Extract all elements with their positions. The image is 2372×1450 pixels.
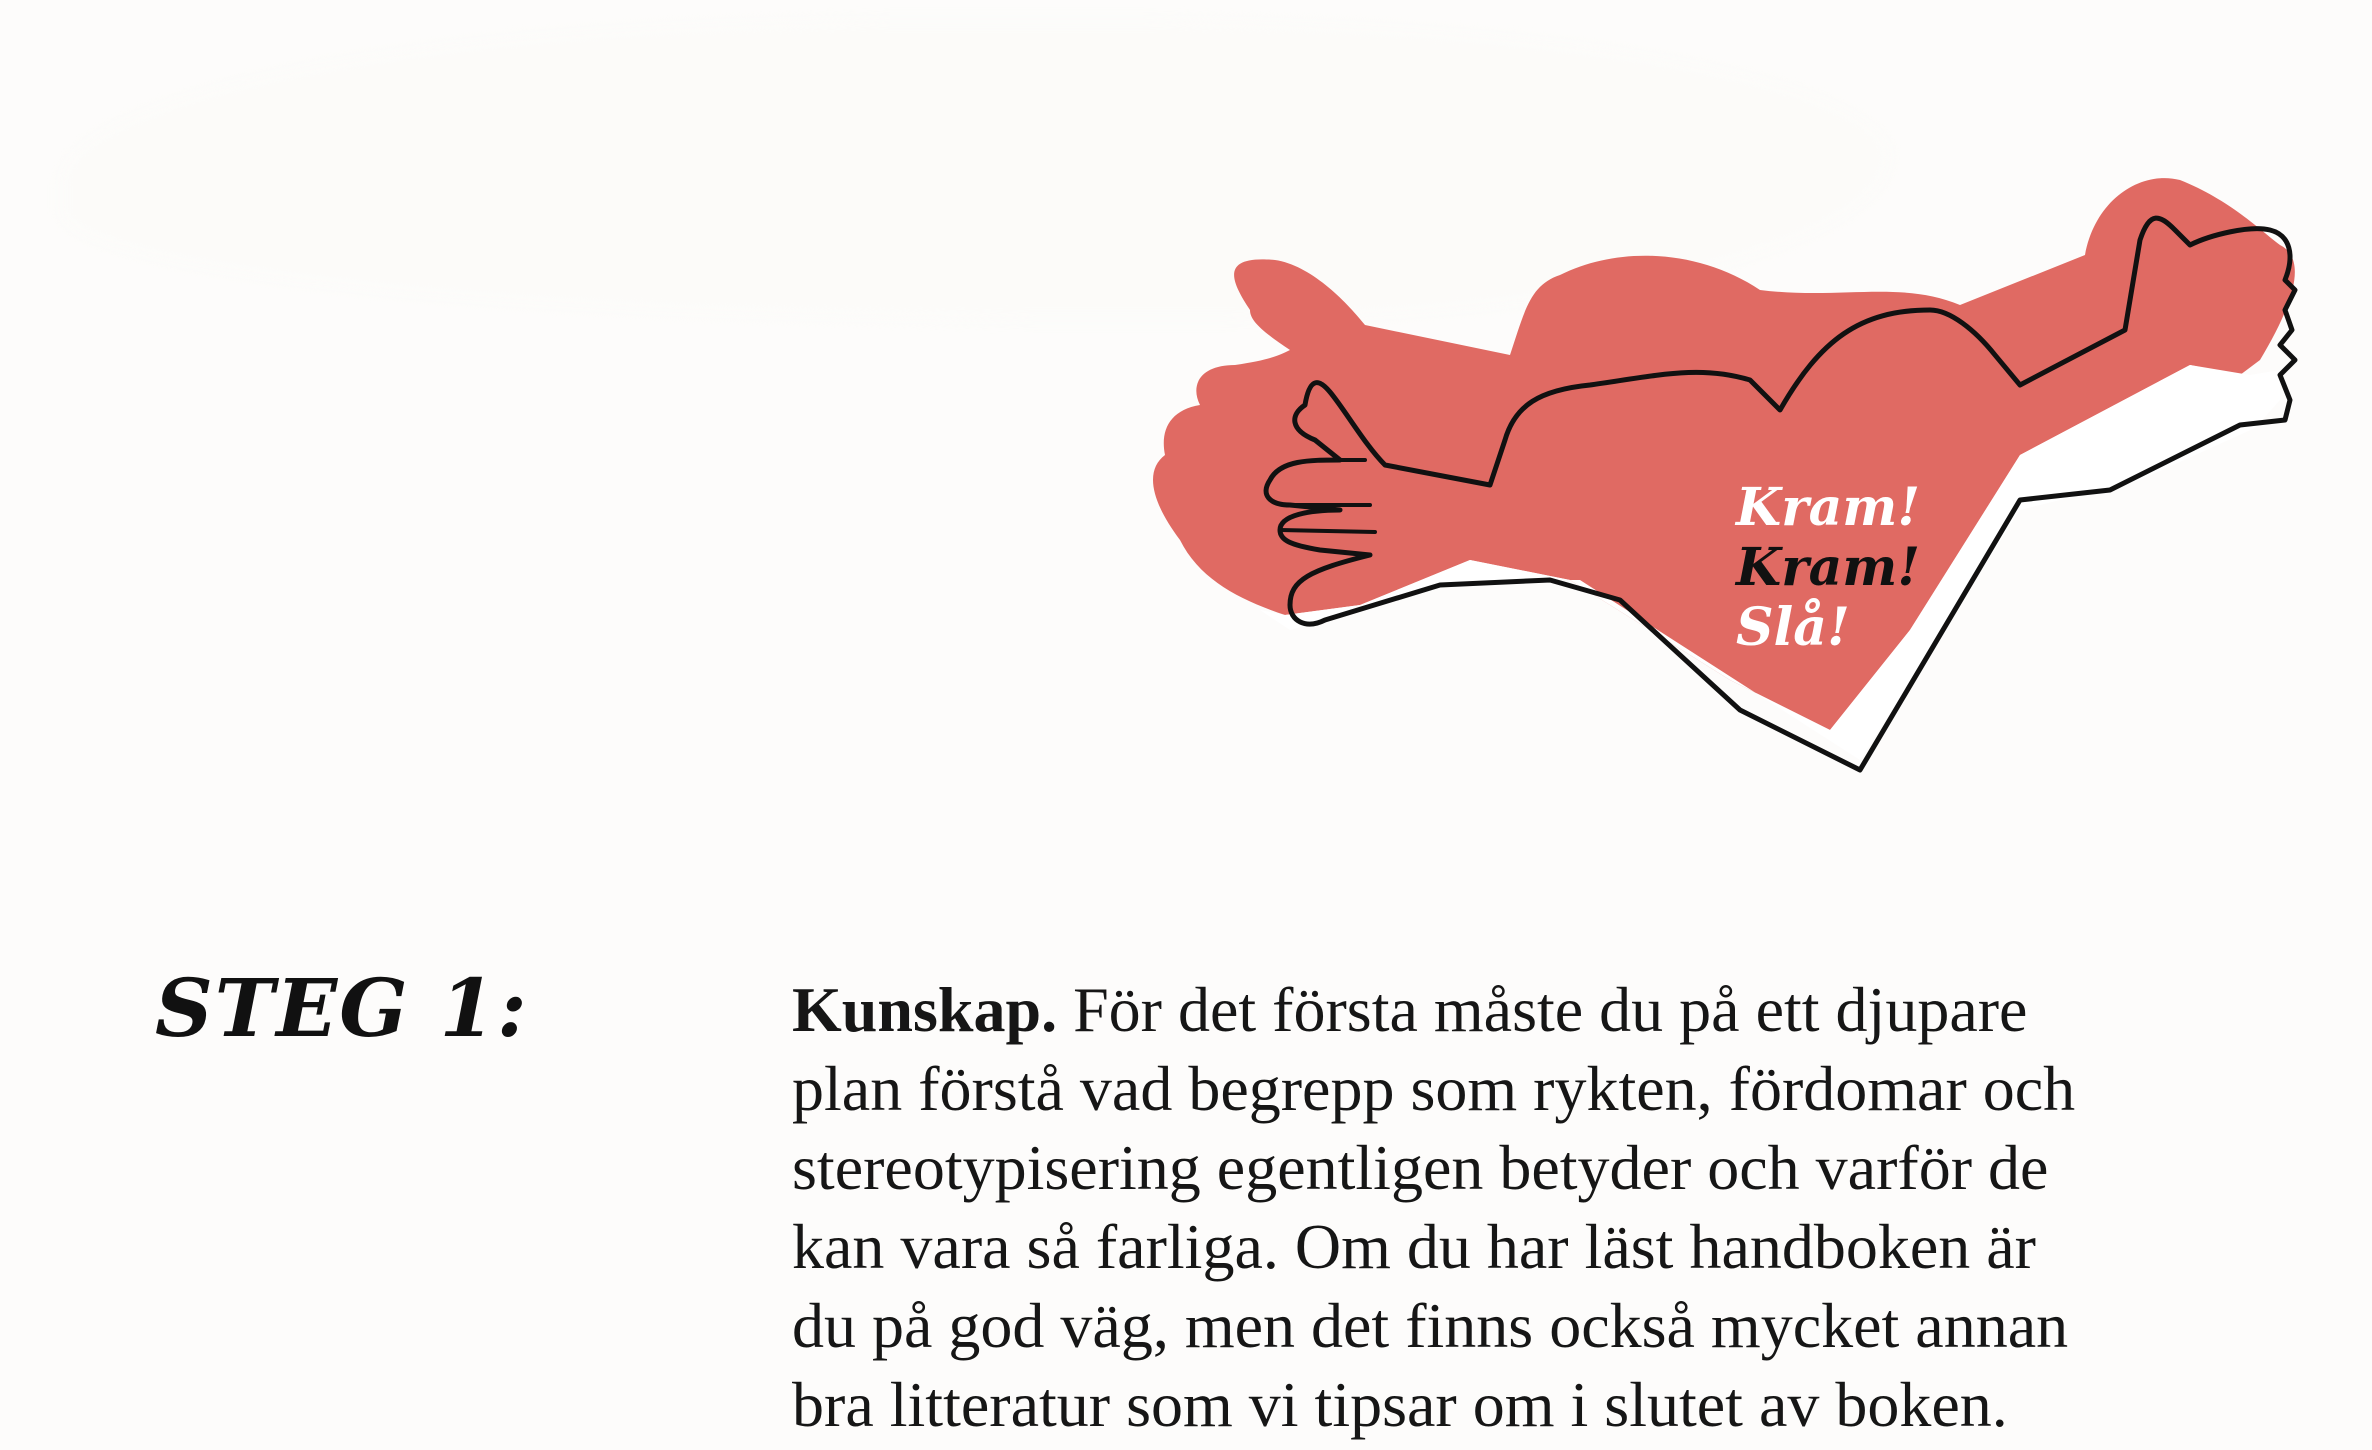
step-body-line-6: bra litteratur som vi tipsar om i slutet av boken. [792,1369,2008,1440]
heart-text-line-3: Slå! [1736,597,1850,658]
heart-text-line-1: Kram! [1736,477,1921,538]
step-body-line-4: kan vara så farliga. Om du har läst handboken är [792,1211,2036,1282]
step-body-line-3: stereotypisering egentligen betyder och varför de [792,1132,2049,1203]
step-body-line-5: du på god väg, men det finns också mycket annan [792,1290,2069,1361]
step-body [792,970,2252,1444]
heart-text-line-2: Kram! [1736,537,1921,598]
step-line-text-1: För det första måste du på ett djupare [1073,974,2028,1045]
heart-hug-svg [1140,160,2320,800]
step-body-line-1 [792,970,2252,1049]
step-heading: STEG 1: [155,961,529,1055]
heart-hug-illustration [1140,160,2320,800]
step-body-line-2: plan förstå vad begrepp som rykten, fördomar och [792,1053,2076,1124]
step-lead: Kunskap. [792,974,1058,1045]
